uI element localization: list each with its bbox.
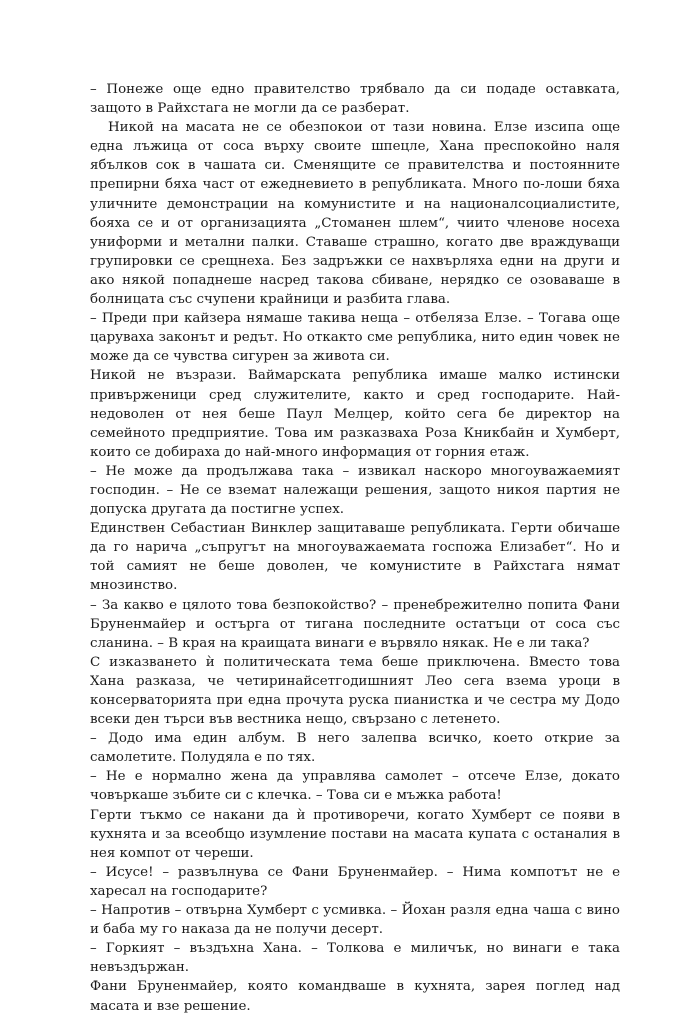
paragraph-8: С изказването ѝ политическата тема беше приключена. Вместо това Хана разказа, че четиринайсетгодишният Лео сега взема уроци в консерваторията при една прочута руска пианистка и че сестра му Додо всеки ден търси във вестника нещо, свързано с летенето. bbox=[90, 654, 620, 728]
paragraph-10: – Не е нормално жена да управлява самолет – отсече Елзе, докато човъркаше зъбите си с клечка. – Това си е мъжка работа! bbox=[90, 769, 620, 804]
paragraph-6: Единствен Себастиан Винклер защитаваше републиката. Герти обичаше да го нарича „съпругът на многоуважаемата госпожа Елизабет“. Но и той самият не беше доволен, че комунистите в Райхстага нямат мнозинство. bbox=[90, 521, 620, 594]
paragraph-2: Никой на масата не се обезпокои от тази новина. Елзе изсипа още една лъжица от соса върху своите шпецле, Хана преспокойно наля ябълков сок в чашата си. Сменящите се правителства и постоянните препирни бяха част от ежедневието в републиката. Много по-лоши бяха уличните демонстрации на комунистите и на националсоциалистите, бояха се и от организацията „Стоманен шлем“, чиито членове носеха униформи и метални палки. Ставаше страшно, когато две враждуващи групировки се срещнеха. Без задръжки се нахвърляха едни на други и ако някой попаднеше насред такова сбиване, нерядко се озоваваше в болницата със счупени крайници и разбита глава. bbox=[90, 120, 620, 308]
paragraph-13: – Напротив – отвърна Хумберт с усмивка. – Йохан разля една чаша с вино и баба му го наказа да не получи десерт. bbox=[90, 903, 620, 938]
paragraph-5: – Не може да продължава така – извикал наскоро многоуважаемият господин. – Не се вземат належащи решения, защото никоя партия не допуска другата да постигне успех. bbox=[90, 463, 620, 518]
paragraph-14: – Горкият – въздъхна Хана. – Толкова е миличък, но винаги е така невъздържан. bbox=[90, 941, 620, 976]
paragraph-11: Герти тъкмо се накани да ѝ противоречи, когато Хумберт се появи в кухнята и за всеобщо изумление постави на масата купата с останалия в нея компот от череши. bbox=[90, 807, 620, 861]
paragraph-7: – За какво е цялото това безпокойство? – пренебрежително попита Фани Бруненмайер и остърга от тигана последните остатъци от соса със сланина. – В края на краищата винаги е вървяло някак. Не е ли така? bbox=[90, 597, 620, 651]
paragraph-9: – Додо има един албум. В него залепва всичко, което открие за самолетите. Полудяла е по тях. bbox=[90, 731, 620, 766]
paragraph-3: – Преди при кайзера нямаше такива неща – отбеляза Елзе. – Тогава още царуваха законът и редът. Но откакто сме република, нито един човек не може да се чувства сигурен за живота си. bbox=[90, 311, 620, 365]
paragraph-15: Фани Бруненмайер, която командваше в кухнята, зарея поглед над масата и взе решение. bbox=[90, 979, 620, 1014]
body-text bbox=[90, 80, 620, 1016]
paragraph-4: Никой не възрази. Ваймарската република имаше малко истински привърженици сред служителите, както и сред господарите. Най-недоволен от нея беше Паул Мелцер, който сега бе директор на семейното предприятие. Това им разказваха Роза Кникбайн и Хумберт, които се добираха до най-много информация от горния етаж. bbox=[90, 368, 620, 460]
paragraph-12: – Исусе! – развълнува се Фани Бруненмайер. – Нима компотът не е харесал на господарите? bbox=[90, 864, 620, 899]
paragraph-1: – Понеже още едно правителство трябвало да си подаде оставката, защото в Райхстага не могли да се разберат. bbox=[90, 82, 620, 117]
